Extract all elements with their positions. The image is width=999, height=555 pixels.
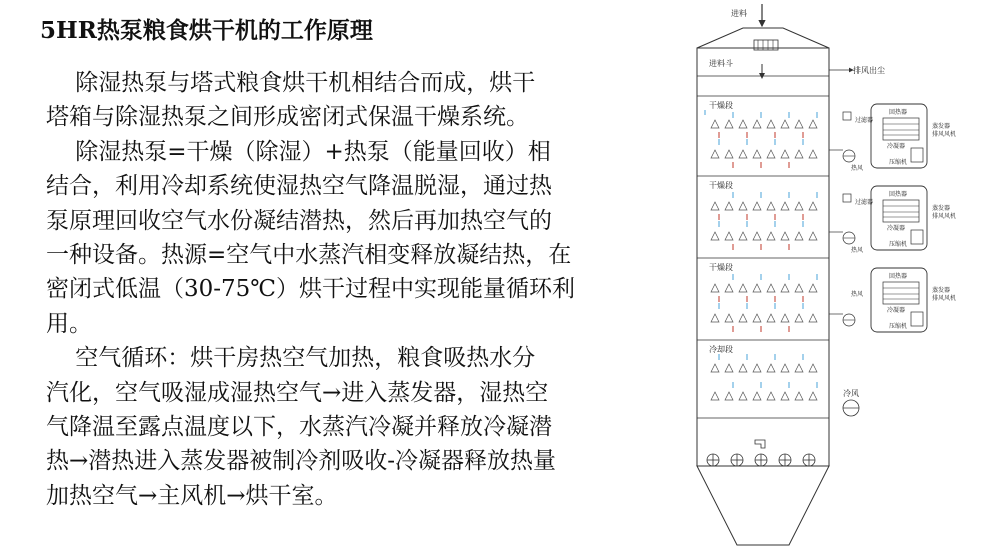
svg-text:蒸发器: 蒸发器 (932, 123, 951, 130)
svg-text:回热器: 回热器 (889, 273, 908, 280)
section-label-dry-3: 干燥段 (709, 263, 733, 272)
duct-array-1 (711, 120, 817, 158)
duct-array-2 (711, 202, 817, 240)
svg-text:热风: 热风 (851, 165, 864, 172)
svg-text:热风: 热风 (851, 247, 864, 254)
tower-body (697, 48, 829, 466)
discharge-cone (697, 466, 829, 545)
svg-text:过滤器: 过滤器 (855, 199, 874, 206)
section-label-dry-2: 干燥段 (709, 181, 733, 190)
feed-in-label: 进料 (731, 9, 747, 18)
page-title: 5HR热泵粮食烘干机的工作原理 (40, 17, 373, 44)
paragraph-heat-pump-definition: 除湿热泵=干燥（除湿）+热泵（能量回收）相 结合，利用冷却系统使湿热空气降温脱湿，通过热 泵原理回收空气水份凝结潜热，然后再加热空气的 一种设备。热源=空气中水蒸汽相变释放凝结热，在 密闭式低温（30-75℃）烘干过程中实现能量循环利 用。 (46, 138, 576, 337)
svg-text:压缩机: 压缩机 (889, 159, 908, 166)
dryer-tower-diagram (683, 0, 999, 555)
heat-pump-unit-2 (829, 186, 956, 254)
svg-text:回热器: 回热器 (889, 109, 908, 116)
discharge-rollers (707, 454, 815, 466)
heat-pump-unit-1 (829, 104, 956, 172)
svg-text:压缩机: 压缩机 (889, 323, 908, 330)
svg-text:蒸发器: 蒸发器 (932, 287, 951, 294)
heat-pump-unit-3 (829, 268, 956, 332)
paragraph-air-circulation: 空气循环：烘干房热空气加热，粮食吸热水分 汽化，空气吸湿成湿热空气→进入蒸发器，湿热空 气降温至露点温度以下，水蒸汽冷凝并释放冷凝潜 热→潜热进入蒸发器被制冷剂吸收-冷凝器释放热量 加热空气→主风机→烘干室。 (46, 345, 557, 509)
duct-array-3 (711, 284, 817, 322)
svg-text:排风风机: 排风风机 (932, 131, 957, 138)
section-label-cooling: 冷却段 (709, 345, 733, 354)
svg-text:排风风机: 排风风机 (932, 295, 957, 302)
svg-text:回热器: 回热器 (889, 191, 908, 198)
exhaust-label: 排风出尘 (853, 66, 885, 75)
svg-text:排风风机: 排风风机 (932, 213, 957, 220)
cold-air-label: 冷风 (843, 389, 859, 398)
section-label-dry-1: 干燥段 (709, 101, 733, 110)
airflow-red-1 (719, 132, 803, 168)
svg-text:冷凝器: 冷凝器 (887, 143, 906, 150)
svg-text:过滤器: 过滤器 (855, 117, 874, 124)
svg-text:热风: 热风 (851, 291, 864, 298)
svg-text:冷凝器: 冷凝器 (887, 225, 906, 232)
paragraph-intro: 除湿热泵与塔式粮食烘干机相结合而成，烘干 塔箱与除湿热泵之间形成密闭式保温干燥系统。 (46, 70, 536, 131)
body-text (46, 66, 676, 513)
svg-text:压缩机: 压缩机 (889, 241, 908, 248)
dryer-tower-svg (683, 0, 999, 555)
svg-text:蒸发器: 蒸发器 (932, 205, 951, 212)
duct-array-cooling (711, 364, 817, 400)
svg-text:冷凝器: 冷凝器 (887, 307, 906, 314)
hopper-label: 进料斗 (709, 59, 733, 68)
